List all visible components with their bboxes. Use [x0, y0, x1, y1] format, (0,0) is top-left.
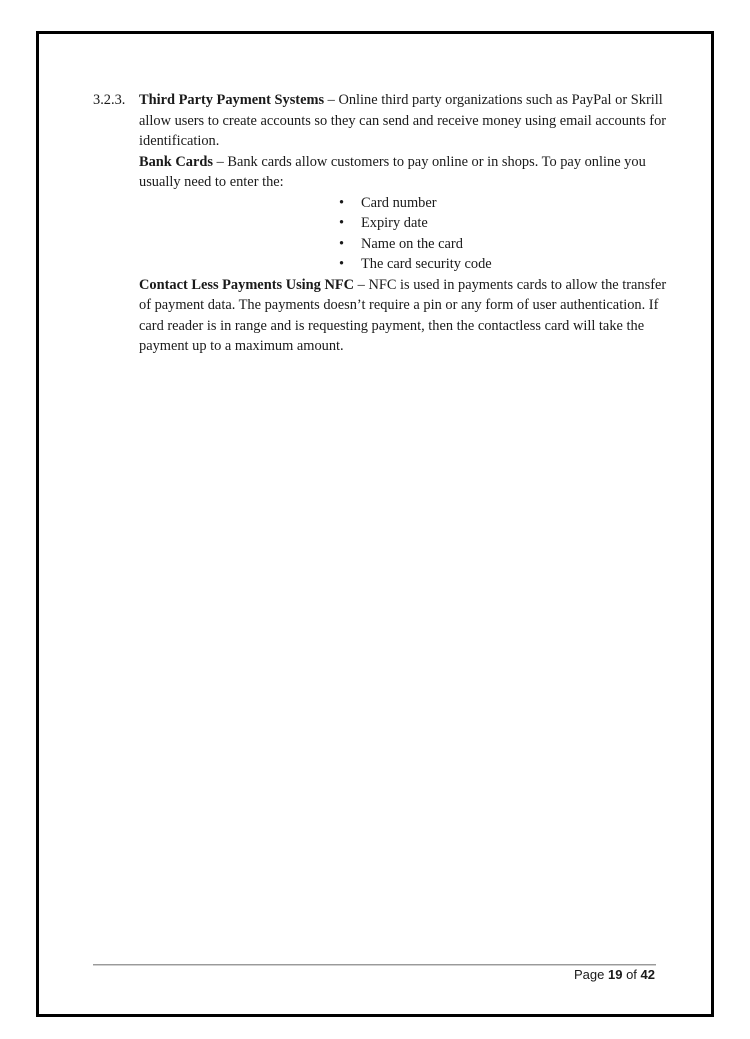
of-label: of — [626, 967, 637, 982]
bullet-icon: • — [339, 215, 345, 231]
contactless-text: – NFC is used in payments cards to allow the transfer of payment data. The payments doesn’t require a pin or any form of user authentication. If card reader is in range and is requesting payment, then the contactless card will take the payment up to a maximum amount. — [139, 276, 667, 354]
third-party-text: – Online third party organizations such as PayPal or Skrill allow users to create accounts so they can send and receive money using email accounts for identification. — [139, 92, 667, 149]
current-page-number: 19 — [607, 967, 623, 982]
list-item — [335, 234, 673, 255]
section-content — [93, 90, 673, 357]
bullet-icon: • — [339, 256, 345, 272]
bank-cards-heading: Bank Cards — [139, 153, 213, 170]
bullet-icon: • — [339, 235, 345, 252]
bank-cards-paragraph — [139, 152, 673, 193]
third-party-paragraph — [139, 90, 673, 152]
list-item-text: Card number — [361, 194, 437, 211]
list-item-text: The card security code — [361, 256, 492, 272]
list-item-text: Expiry date — [361, 215, 428, 231]
total-pages-number: 42 — [640, 967, 655, 982]
bullet-icon: • — [339, 194, 345, 211]
list-item — [335, 254, 673, 275]
list-item — [335, 193, 673, 214]
page-label: Page — [573, 967, 605, 982]
section-number: 3.2.3. — [93, 92, 126, 108]
contactless-paragraph — [139, 275, 673, 357]
page-number-footer — [574, 967, 655, 982]
third-party-heading: Third Party Payment Systems — [139, 92, 325, 108]
footer-divider — [93, 964, 656, 966]
card-details-list — [335, 193, 673, 275]
section-body — [139, 90, 673, 357]
contactless-heading: Contact Less Payments Using NFC — [139, 276, 355, 293]
list-item-text: Name on the card — [361, 235, 463, 252]
list-item — [335, 213, 673, 234]
bank-cards-text: – Bank cards allow customers to pay online or in shops. To pay online you usually need to enter the: — [139, 153, 646, 190]
